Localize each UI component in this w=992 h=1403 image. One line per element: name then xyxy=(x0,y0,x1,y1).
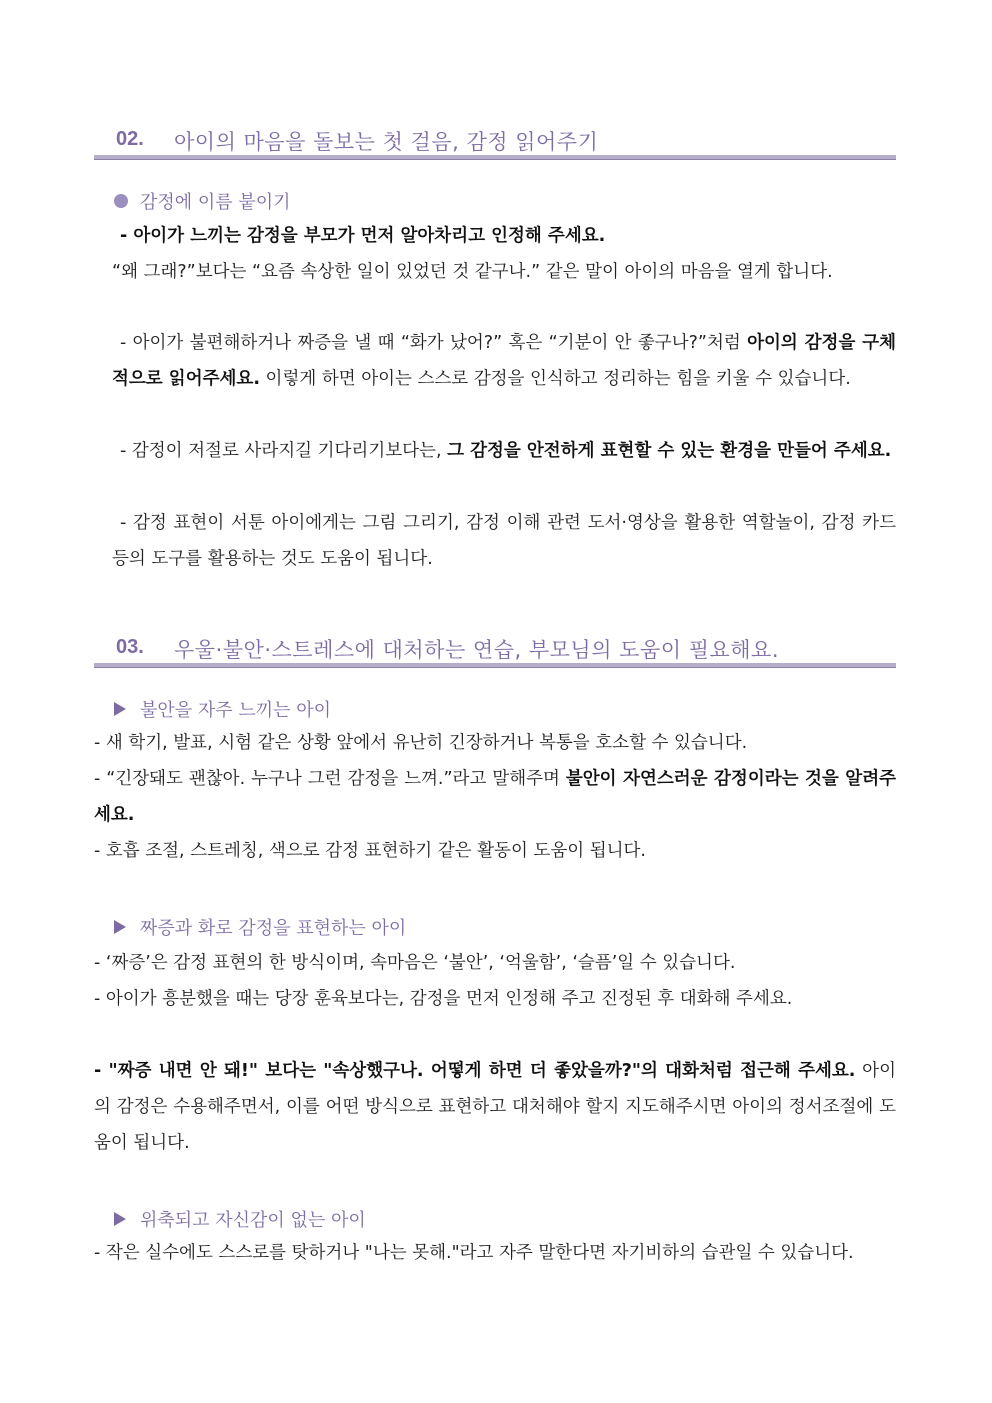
anger-line-2: - 아이가 흥분했을 때는 당장 훈육보다는, 감정을 먼저 인정해 주고 진정된 후 대화해 주세요. xyxy=(94,989,793,1009)
anxiety-line-1: - 새 학기, 발표, 시험 같은 상황 앞에서 유난히 긴장하거나 복통을 호소할 수 있습니다. xyxy=(94,733,748,753)
bullet-triangle-icon xyxy=(114,702,126,716)
section-02-subheading xyxy=(114,188,291,214)
bullet-triangle-icon xyxy=(114,1212,126,1226)
subheading-anger: 짜증과 화로 감정을 표현하는 아이 xyxy=(114,914,406,940)
subheading-anxiety: 불안을 자주 느끼는 아이 xyxy=(114,696,331,722)
paragraph-safe-environment: - 감정이 저절로 사라지길 기다리기보다는, 그 감정을 안전하게 표현할 수 있는 환경을 만들어 주세요. xyxy=(120,441,892,461)
section-03-number: 03. xyxy=(116,636,144,658)
anxiety-line-2: - “긴장돼도 괜찮아. 누구나 그런 감정을 느껴.”라고 말해주며 불안이 자연스러운 감정이라는 것을 알려주세요. xyxy=(94,769,896,825)
section-03-title: 우울·불안·스트레스에 대처하는 연습, 부모님의 도움이 필요해요. xyxy=(174,638,780,662)
section-02-number: 02. xyxy=(116,128,144,150)
section-02-title: 아이의 마음을 돌보는 첫 걸음, 감정 읽어주기 xyxy=(174,130,599,154)
paragraph-example: “왜 그래?”보다는 “요즘 속상한 일이 있었던 것 같구나.” 같은 말이 아이의 마음을 열게 합니다. xyxy=(112,262,833,282)
paragraph-read-feelings: - 아이가 불편해하거나 짜증을 낼 때 “화가 났어?” 혹은 “기분이 안 좋구나?”처럼 아이의 감정을 구체적으로 읽어주세요. 이렇게 하면 아이는 스스로 감정을 인식하고 정리하는 힘을 키울 수 있습니다. xyxy=(112,333,896,389)
bullet-circle-icon xyxy=(114,194,128,208)
section-03-header xyxy=(94,630,896,668)
withdrawn-line-1: - 작은 실수에도 스스로를 탓하거나 "나는 못해."라고 자주 말한다면 자기비하의 습관일 수 있습니다. xyxy=(94,1243,854,1263)
paragraph-acknowledge: - 아이가 느끼는 감정을 부모가 먼저 알아차리고 인정해 주세요. xyxy=(120,226,606,246)
bullet-triangle-icon xyxy=(114,920,126,934)
anxiety-line-3: - 호흡 조절, 스트레칭, 색으로 감정 표현하기 같은 활동이 도움이 됩니다. xyxy=(94,841,646,861)
subheading-withdrawn: 위축되고 자신감이 없는 아이 xyxy=(114,1206,366,1232)
anger-line-3: - "짜증 내면 안 돼!" 보다는 "속상했구나. 어떻게 하면 더 좋았을까?"의 대화처럼 접근해 주세요. 아이의 감정은 수용해주면서, 이를 어떤 방식으로 표현하고 대처해야 할지 지도해주시면 아이의 정서조절에 도움이 됩니다. xyxy=(94,1061,896,1153)
paragraph-tools: - 감정 표현이 서툰 아이에게는 그림 그리기, 감정 이해 관련 도서·영상을 활용한 역할놀이, 감정 카드 등의 도구를 활용하는 것도 도움이 됩니다. xyxy=(112,513,896,569)
anger-line-1: - ‘짜증’은 감정 표현의 한 방식이며, 속마음은 ‘불안’, ‘억울함’, ‘슬픔’일 수 있습니다. xyxy=(94,953,736,973)
subheading-text: 감정에 이름 붙이기 xyxy=(140,192,291,213)
section-02-header xyxy=(94,122,896,160)
